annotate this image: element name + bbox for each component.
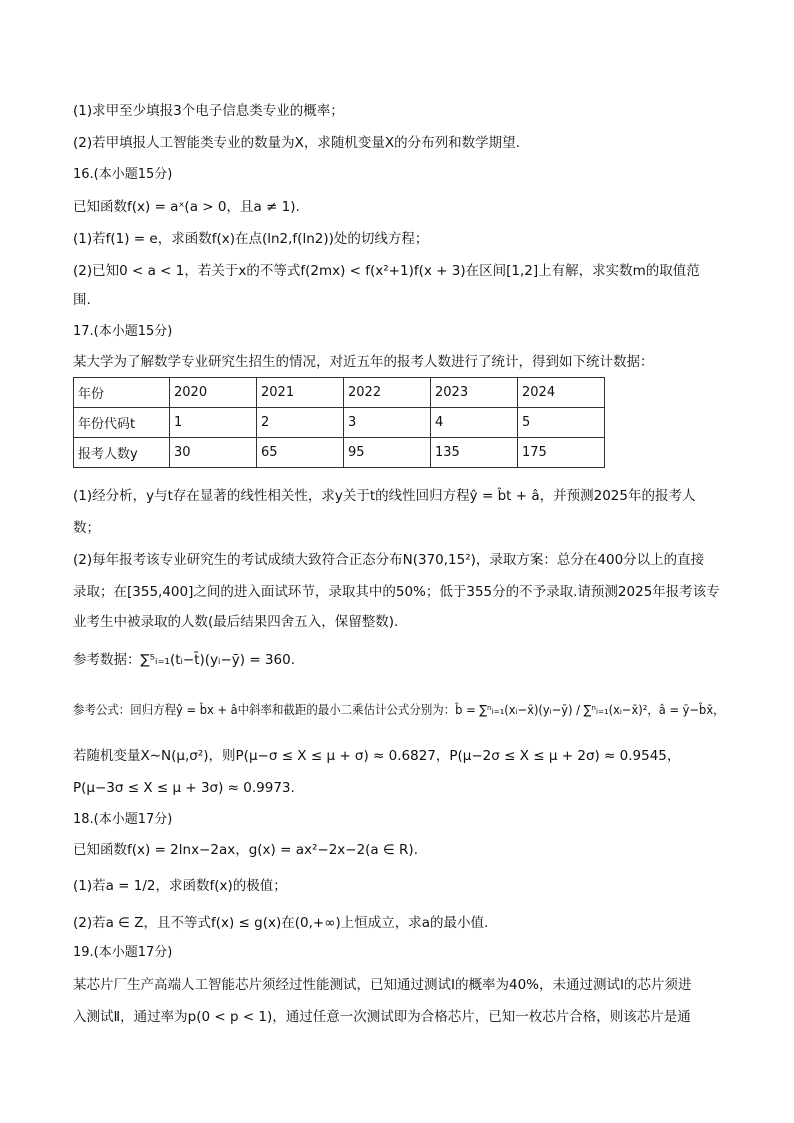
q19-heading: 19.(本小题17分) xyxy=(73,945,173,960)
table-cell: 175 xyxy=(518,438,605,468)
table-row xyxy=(74,408,605,438)
q17-normal-line1: 若随机变量X∼N(μ,σ²)，则P(μ−σ ≤ X ≤ μ + σ) ≈ 0.6827，P(μ−2σ ≤ X ≤ μ + 2σ) ≈ 0.9545， xyxy=(73,748,681,764)
q17-part2-line1: (2)每年报考该专业研究生的考试成绩大致符合正态分布N(370,15²)，录取方案：总分在400分以上的直接 xyxy=(73,552,705,568)
table-cell: 95 xyxy=(344,438,431,468)
table-cell: 2021 xyxy=(257,378,344,408)
table-cell: 年份 xyxy=(74,378,170,408)
table-cell: 2023 xyxy=(431,378,518,408)
q17-reference-data: 参考数据：∑⁵ᵢ₌₁(tᵢ−t̄)(yᵢ−ȳ) = 360. xyxy=(73,652,295,668)
q18-part1: (1)若a = 1/2，求函数f(x)的极值； xyxy=(73,878,287,894)
q18-heading: 18.(本小题17分) xyxy=(73,812,173,827)
table-cell: 1 xyxy=(170,408,257,438)
q16-given: 已知函数f(x) = aˣ(a > 0，且a ≠ 1). xyxy=(73,199,300,215)
statistics-table xyxy=(73,377,605,468)
table-cell: 2020 xyxy=(170,378,257,408)
q17-part1-line2: 数； xyxy=(73,520,100,536)
q18-given: 已知函数f(x) = 2lnx−2ax，g(x) = ax²−2x−2(a ∈ R). xyxy=(73,842,418,858)
q15-part2: (2)若甲填报人工智能类专业的数量为X，求随机变量X的分布列和数学期望. xyxy=(73,135,520,151)
q17-normal-line2: P(μ−3σ ≤ X ≤ μ + 3σ) ≈ 0.9973. xyxy=(73,780,295,796)
q16-heading: 16.(本小题15分) xyxy=(73,167,173,182)
q17-part1-line1: (1)经分析，y与t存在显著的线性相关性，求y关于t的线性回归方程ŷ = b̂t + â，并预测2025年的报考人 xyxy=(73,488,696,504)
table-cell: 4 xyxy=(431,408,518,438)
q15-part1: (1)求甲至少填报3个电子信息类专业的概率； xyxy=(73,103,344,119)
table-cell: 30 xyxy=(170,438,257,468)
q17-heading: 17.(本小题15分) xyxy=(73,324,173,339)
table-cell: 5 xyxy=(518,408,605,438)
table-cell: 3 xyxy=(344,408,431,438)
table-header-row xyxy=(74,378,605,408)
q17-part2-line3: 业考生中被录取的人数(最后结果四舍五入，保留整数). xyxy=(73,614,399,630)
table-cell: 2024 xyxy=(518,378,605,408)
table-cell: 65 xyxy=(257,438,344,468)
q17-intro: 某大学为了解数学专业研究生招生的情况，对近五年的报考人数进行了统计，得到如下统计数据： xyxy=(73,354,654,370)
table-cell: 年份代码t xyxy=(74,408,170,438)
q16-part1: (1)若f(1) = e，求函数f(x)在点(ln2,f(ln2))处的切线方程； xyxy=(73,231,429,247)
q19-line2: 入测试Ⅱ，通过率为p(0 < p < 1)，通过任意一次测试即为合格芯片，已知一枚芯片合格，则该芯片是通 xyxy=(73,1009,691,1025)
table-cell: 135 xyxy=(431,438,518,468)
q16-part2-line2: 围. xyxy=(73,292,91,308)
q17-reference-formula: 参考公式：回归方程ŷ = b̂x + â中斜率和截距的最小二乘估计公式分别为：b̂ = ∑ⁿᵢ₌₁(xᵢ−x̄)(yᵢ−ȳ) / ∑ⁿᵢ₌₁(xᵢ−x̄)²，â = ȳ−b̂x̄， xyxy=(73,702,725,717)
q16-part2-line1: (2)已知0 < a < 1，若关于x的不等式f(2mx) < f(x²+1)f(x + 3)在区间[1,2]上有解，求实数m的取值范 xyxy=(73,263,700,279)
table-cell: 2 xyxy=(257,408,344,438)
q17-part2-line2: 录取；在[355,400]之间的进入面试环节，录取其中的50%；低于355分的不予录取.请预测2025年报考该专 xyxy=(73,584,720,600)
q18-part2: (2)若a ∈ Z，且不等式f(x) ≤ g(x)在(0,+∞)上恒成立，求a的最小值. xyxy=(73,915,489,931)
q19-line1: 某芯片厂生产高端人工智能芯片须经过性能测试，已知通过测试I的概率为40%，未通过测试I的芯片须进 xyxy=(73,977,692,993)
table-row xyxy=(74,438,605,468)
table-cell: 2022 xyxy=(344,378,431,408)
table-cell: 报考人数y xyxy=(74,438,170,468)
